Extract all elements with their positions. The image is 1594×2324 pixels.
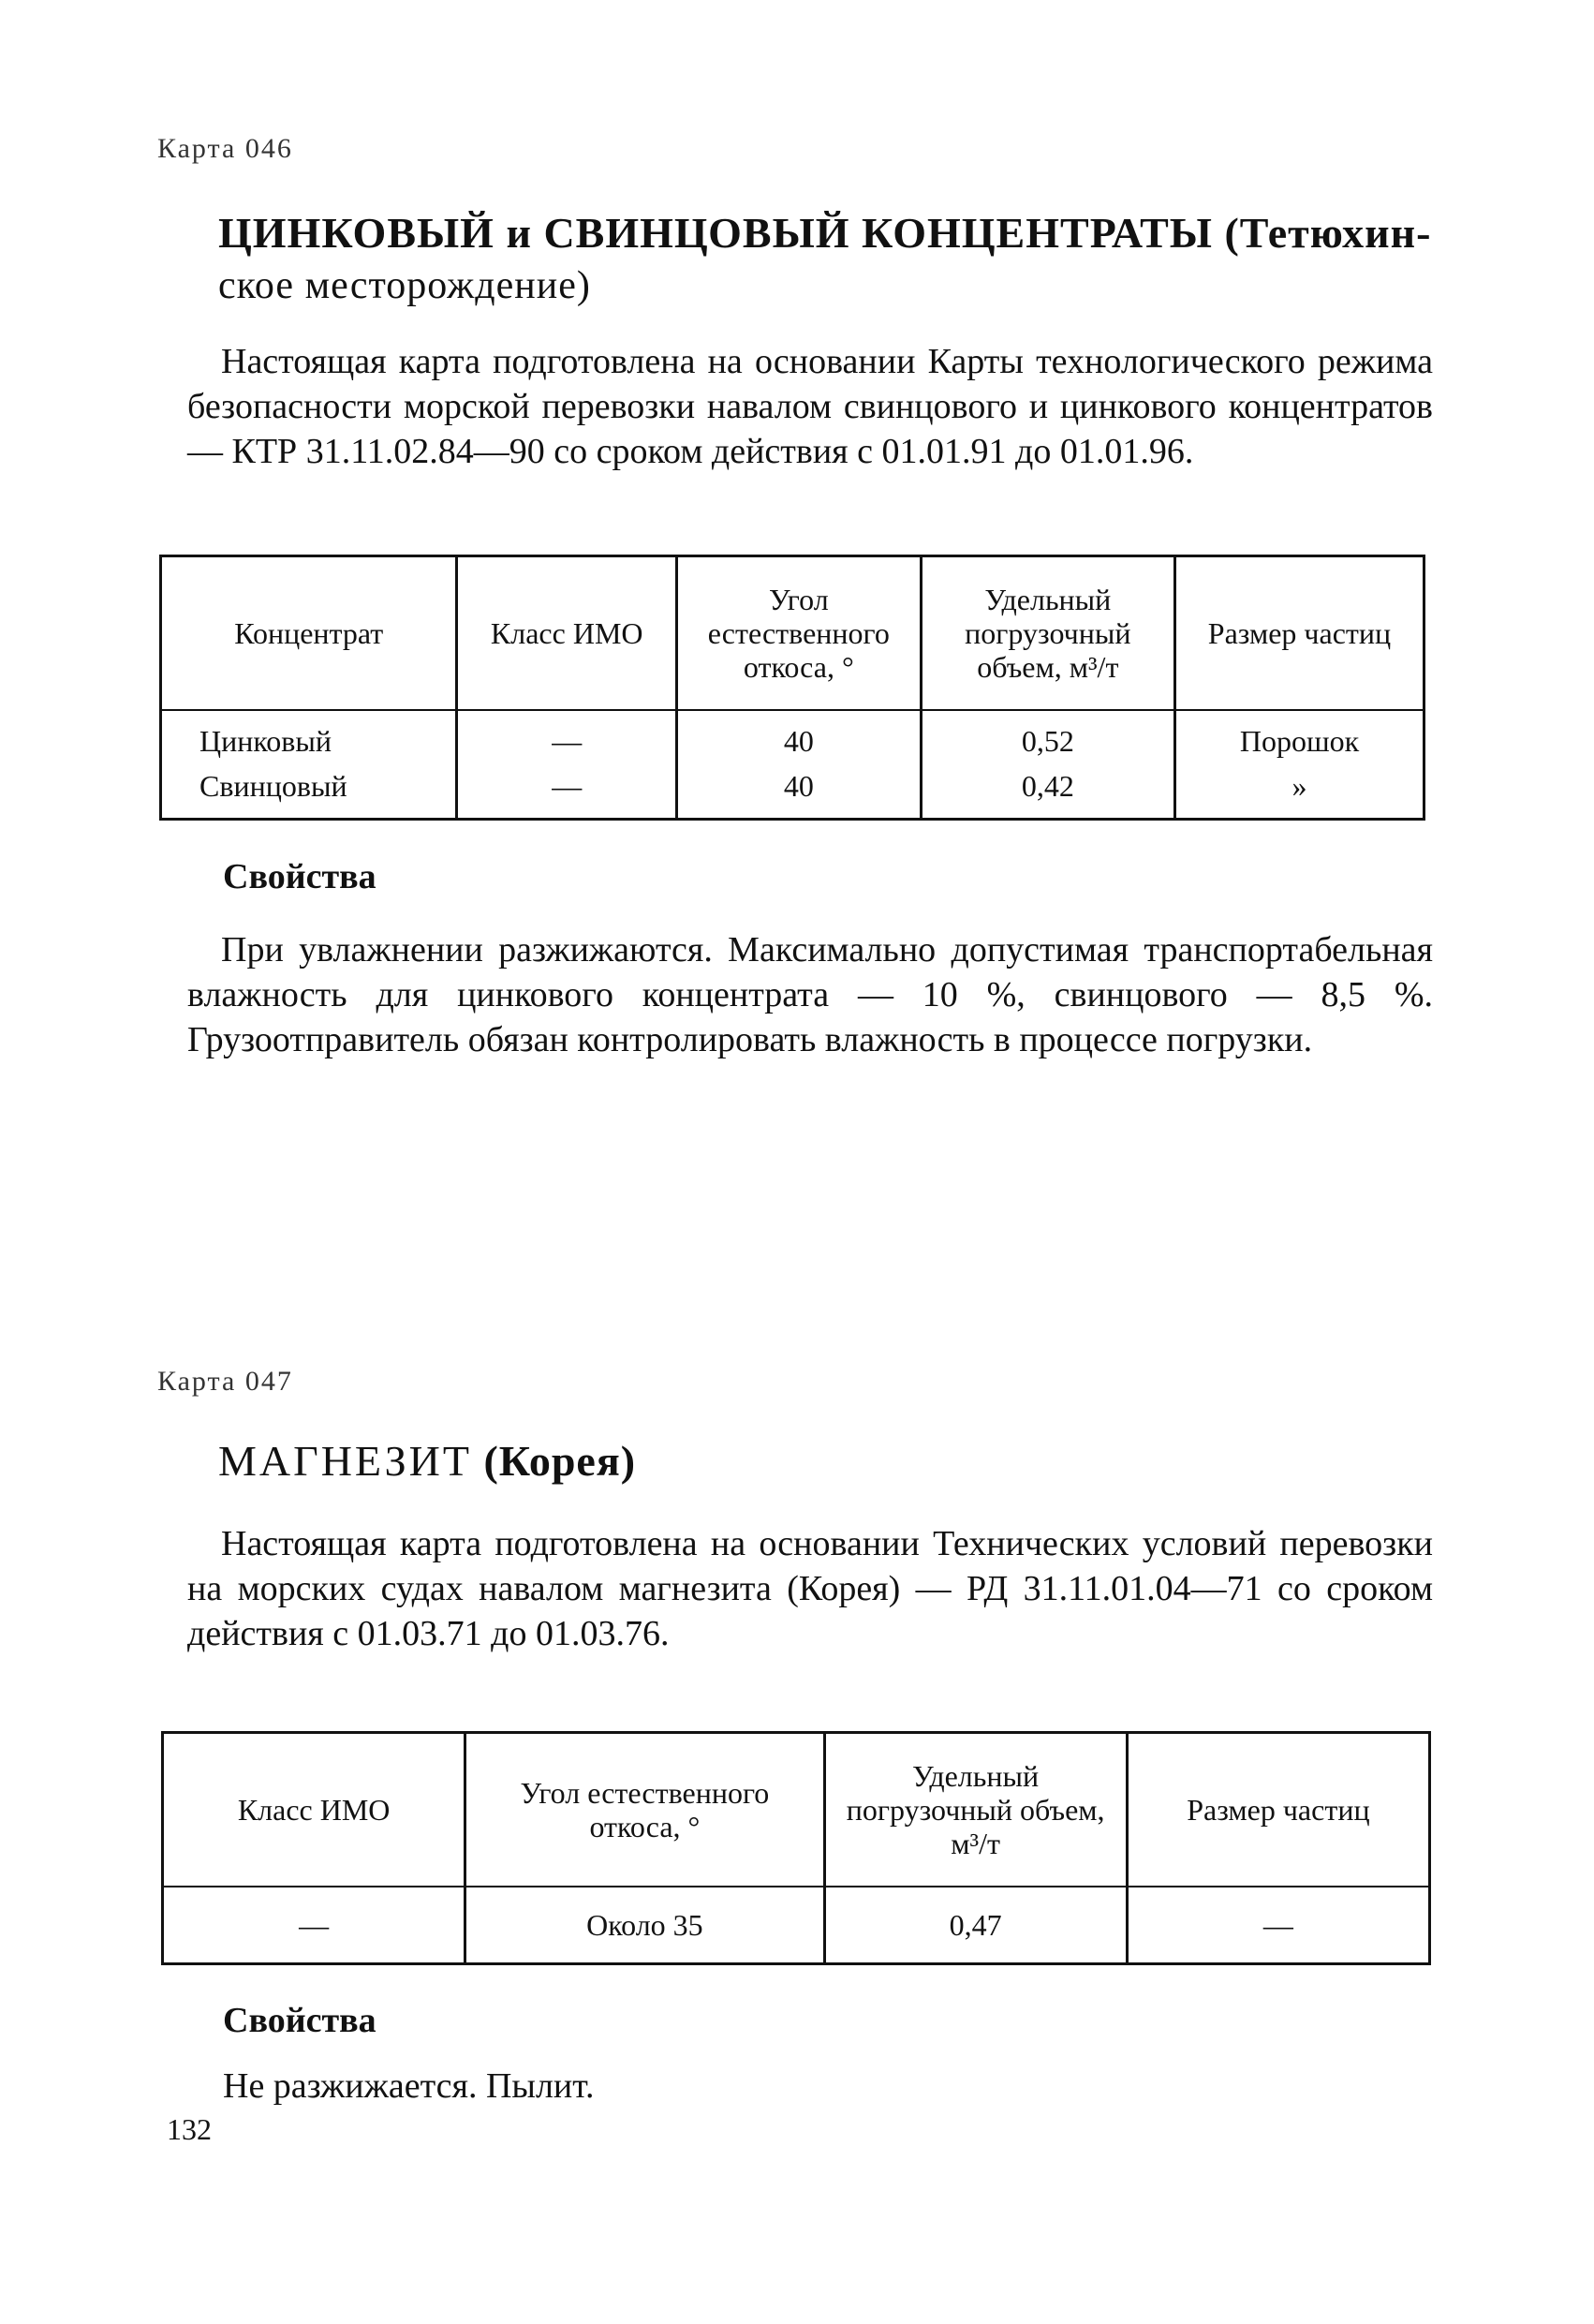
- cell-imo-class: —: [163, 1887, 465, 1964]
- col-header-angle: Угол естественного откоса, °: [465, 1733, 824, 1887]
- card-047-table: [161, 1731, 1431, 1965]
- card-046-properties: [187, 927, 1433, 1062]
- card-046-intro: [187, 339, 1433, 474]
- cell-angle: 40: [676, 710, 921, 763]
- table-header-row: [163, 1733, 1430, 1887]
- col-header-imo-class: Класс ИМО: [163, 1733, 465, 1887]
- card-046-title: [218, 208, 1431, 311]
- cell-angle: 40: [676, 763, 921, 820]
- card-047-section-title: Свойства: [223, 2001, 376, 2040]
- col-header-particle-size: Размер частиц: [1127, 1733, 1429, 1887]
- card-046-properties-text: При увлажнении разжижаются. Максимально допустимая транспортабельная влажность для цинкового концентрата — 10 %, свинцового — 8,5 %. Грузоотправитель обязан контролировать влажность в процессе погрузки.: [187, 930, 1433, 1059]
- col-header-angle: Угол естественного откоса, °: [676, 556, 921, 711]
- cell-particle-size: Порошок: [1174, 710, 1424, 763]
- card-046-section-title: Свойства: [223, 857, 376, 896]
- cell-stowage: 0,52: [921, 710, 1174, 763]
- table-header-row: [161, 556, 1424, 711]
- card-046-table: [159, 555, 1425, 821]
- cell-concentrate: Свинцовый: [161, 763, 457, 820]
- card-047-label: Карта 047: [157, 1366, 293, 1397]
- card-046-intro-text: Настоящая карта подготовлена на основании Карты технологического режима безопасности морской перевозки навалом свинцового и цинкового концентратов — КТР 31.11.02.84—90 со сроком действия с 01.01.91 до 01.01.96.: [187, 342, 1433, 471]
- table-row: [161, 763, 1424, 820]
- card-047-title-country: (Корея): [483, 1437, 637, 1485]
- card-046-title-deposit: (Тетюхин-: [1224, 209, 1432, 257]
- cell-concentrate: Цинковый: [161, 710, 457, 763]
- table-row: [163, 1887, 1430, 1964]
- col-header-particle-size: Размер частиц: [1174, 556, 1424, 711]
- col-header-imo-class: Класс ИМО: [457, 556, 676, 711]
- card-047-properties: Не разжижается. Пылит.: [223, 2066, 595, 2106]
- cell-stowage: 0,42: [921, 763, 1174, 820]
- table-row: [161, 710, 1424, 763]
- card-046-title-deposit-cont: ское месторождение): [218, 264, 591, 307]
- col-header-concentrate: Концентрат: [161, 556, 457, 711]
- col-header-stowage: Удельный погрузочный объем, м³/т: [824, 1733, 1127, 1887]
- page-number: 132: [167, 2112, 212, 2146]
- card-046-label: Карта 046: [157, 133, 293, 164]
- cell-angle: Около 35: [465, 1887, 824, 1964]
- card-047-title-main: МАГНЕЗИТ: [218, 1437, 472, 1485]
- cell-imo-class: —: [457, 710, 676, 763]
- card-047-title: [218, 1436, 636, 1487]
- card-046-title-main: ЦИНКОВЫЙ и СВИНЦОВЫЙ КОНЦЕНТРАТЫ: [218, 209, 1213, 257]
- cell-particle-size: »: [1174, 763, 1424, 820]
- card-047-intro-text: Настоящая карта подготовлена на основании Технических условий перевозки на морских судах навалом магнезита (Корея) — РД 31.11.01.04—71 со сроком действия с 01.03.71 до 01.03.76.: [187, 1524, 1433, 1653]
- card-047-intro: [187, 1521, 1433, 1656]
- cell-imo-class: —: [457, 763, 676, 820]
- col-header-stowage: Удельный погрузочный объем, м³/т: [921, 556, 1174, 711]
- cell-particle-size: —: [1127, 1887, 1429, 1964]
- cell-stowage: 0,47: [824, 1887, 1127, 1964]
